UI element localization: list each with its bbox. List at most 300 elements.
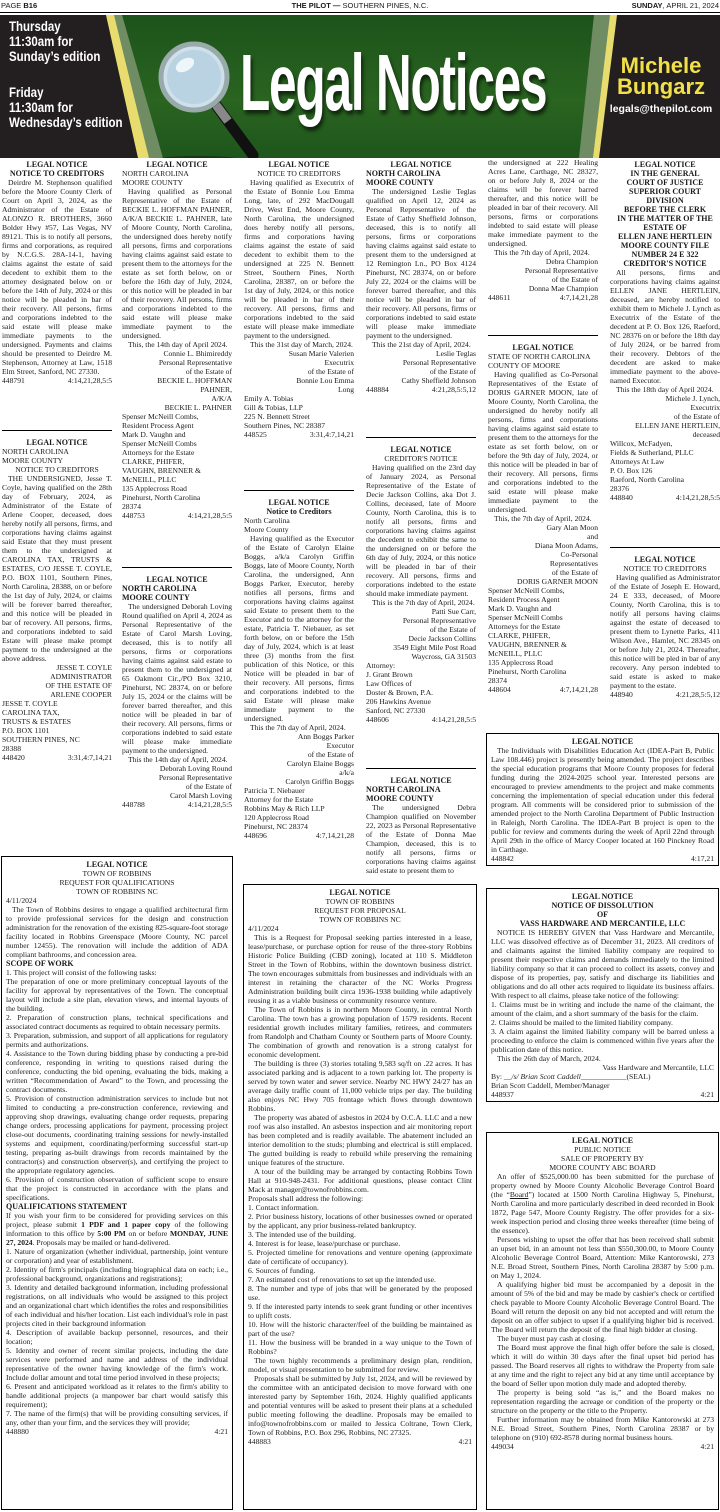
page-label: PAGE: [1, 1, 24, 10]
notice-heading: NOTICE OF DISSOLUTION: [551, 901, 654, 910]
page-header: [0, 0, 720, 13]
notice-idea: [486, 733, 719, 866]
run-dates: 4:21: [458, 1437, 472, 1446]
signature-line: Patti Sue Carr,: [431, 607, 476, 616]
signature-line: Decie Jackson Collins: [408, 634, 476, 643]
address-line: Pinehurst, NC 28374: [244, 822, 308, 831]
notice-heading: LEGAL NOTICE: [634, 160, 696, 169]
text-segment: of the following information to this office by: [6, 1220, 229, 1238]
notice-paragraph: This the 31st day of March, 2024.: [250, 340, 353, 349]
notice-paragraph: Having qualified as Administrator of the Estate of Joseph E. Howard, 24 E 333, deceased, of Moore County, North Carolina, this is to notify all persons having claims against the estate of deceased to present them to Lynette Parks, 411 Wilson Ave., Hamlet, NC 28345 on or before July 21, 2024. Thereafter, this notice will be pled in bar of any recovery. Any person indebted to said estate is asked to make payment to the estate.: [610, 573, 720, 690]
issue-day: SUNDAY: [631, 1, 663, 10]
address-line: Southern Pines, NC 28387: [244, 421, 326, 430]
notice-paragraph: This the 7th day of April, 2024.: [250, 723, 346, 732]
address-line: Robbins May & Rich LLP: [244, 804, 325, 813]
address-line: Attorneys for the Estate: [122, 448, 195, 457]
notice-subheading: NORTH CAROLINA: [122, 584, 197, 593]
notice-subheading: NORTH CAROLINA: [2, 447, 69, 456]
notice-heading: LEGAL NOTICE: [390, 445, 452, 454]
notice-paragraph: 3. Identity and detailed background information, including professional registrations, on all individuals who would be assigned to this project and an organizational chart which identifies the roles and responsibilities of each individual and his/her location. List each individual's role in past projects cited in their background information: [6, 1283, 228, 1328]
signature-line: of the Estate of: [551, 568, 598, 577]
signature-line: Executrix: [690, 403, 720, 412]
signature-line: Cathy Sheffield Johnson: [401, 376, 476, 385]
notice-heading: BEFORE THE CLERK: [623, 205, 707, 214]
notice-footer: [244, 831, 354, 840]
notice-paragraph: This the 7th day of April, 2024.: [494, 248, 590, 257]
notice-subheading: TOWN OF ROBBINS: [325, 897, 395, 906]
notice-paragraph: 1. This project will consist of the following tasks:: [6, 968, 157, 977]
notice-paragraph: 8. The number and type of jobs that will be generated by the proposed use.: [248, 1284, 472, 1302]
signature-line: of the Estate of: [673, 412, 720, 421]
ad-number: 448937: [491, 1090, 514, 1099]
notice-jackson-collins: [366, 437, 476, 724]
notice-footer: [491, 854, 714, 863]
deadline-edition: Sunday’s edition: [9, 48, 101, 64]
notice-paragraph: Having qualified as Executrix of the Estate of Bonnie Lou Emma Long, late, of 292 MacDougall Drive, West End, Moore County, North Carolina, the undersigned does hereby notify all persons, firms and corporations having claims against the estate of said decedent to exhibit them to the undersigned at 225 N. Bennett Street, Southern Pines, North Carolina, 28387, on or before the 1st day of July, 2024, or this notice will be pleaded in bar of their recovery. All persons, firms and corporations indebted to the said estate will please make immediate payment to the undersigned.: [244, 178, 354, 340]
notice-paragraph: Having qualified as the Executor of the Estate of Carolyn Elaine Boggs, a/k/a Carolyn Griffin Boggs, late of Moore County, North Carolina, the undersigned, Ann Boggs Parker, Executor, hereby notifies all persons, firms and corporations having claims against said Estate to present them to the Executor and to the attorney for the estate, Patricia T. Niebauer, as set forth below, on or before the 15th day of July, 2024, which is at least three (3) months from the first publication of this Notice, or this Notice will be pleaded in bar of their recovery. All persons, firms and corporations indebted to the said Estate will please make immediate payment to the undersigned.: [244, 534, 354, 723]
signature-line: of the Estate of: [429, 625, 476, 634]
address-line: [491, 1072, 714, 1081]
ad-number: 448696: [244, 831, 267, 840]
address-line: TRUSTS & ESTATES: [2, 717, 72, 726]
notice-paragraph: The undersigned Debra Champion qualified on November 22, 2023 as Personal Representative of the Estate of Donna Mae Champion, deceased, this is to notify all persons, firms or corporations having claims against said estate to present them to: [366, 803, 476, 875]
notice-footer: [366, 385, 476, 394]
signature-line: and: [587, 532, 598, 541]
address-line: 135 Applecross Road: [488, 658, 553, 667]
ad-number: 448611: [488, 293, 511, 302]
address-line: 28376: [610, 484, 629, 493]
contact-first-name: Michele: [620, 53, 702, 78]
address-line: P.O. BOX 1101: [2, 726, 50, 735]
address-line: Spenser McNeill Combs: [488, 613, 563, 622]
notice-paragraph: 2. Preparation of construction plans, technical specifications and associated contract documents as required to obtain necessary permits.: [6, 1013, 228, 1031]
notice-footer: [610, 493, 720, 502]
notice-abc-board: [486, 1132, 719, 1510]
notice-paragraph: The Town of Robbins is in northern Moore County, in central North Carolina. The town has a growing population of 1579 residents. Recent residential growth includes military families, retirees, and commuters from Randolph and Chatham County or Southern parts of Moore County. The combination of growth and renovation is a strong catalyst for economic development.: [248, 1005, 472, 1059]
notice-paragraph: The Individuals with Disabilities Education Act (IDEA-Part B, Public Law 108.446) project is presently being amended. The project describes the special education programs that Moore County proposes for federal funding during the 2024-2025 school year. Interested persons are encouraged to preview amendments to the project and make comments concerning the implementation of special education under this federal program. All comments will be considered prior to submission of the amended project to the North Carolina Department of Public Instruction in Raleigh, North Carolina. The IDEA-Part B project is open to the public for review and comments during the week of April 22nd through April 29th in the office of Marcy Cooper located at 160 Pinckney Road in Carthage.: [491, 746, 714, 854]
run-dates: 4:21: [214, 1427, 228, 1436]
notice-paragraph: 6. Provision of construction observation of sufficient scope to ensure that the project is constructed in accordance with the plans and specifications.: [6, 1175, 228, 1202]
signature-line: JESSE T. COYLE: [56, 663, 112, 672]
notice-paragraph: This, the 7th day of April, 2024.: [494, 514, 592, 523]
address-line: 206 Hawkins Avenue: [366, 697, 431, 706]
run-dates: 4:21: [700, 1442, 714, 1451]
contact-email[interactable]: legals@thepilot.com: [609, 103, 713, 115]
notice-heading: COURT OF JUSTICE: [626, 178, 704, 187]
notice-heading: ESTATE OF: [643, 223, 687, 232]
address-line: 4/11/2024: [248, 924, 279, 933]
address-line: P. O. Box 126: [610, 466, 653, 475]
run-dates: 4:7,14,21,28: [315, 831, 354, 840]
signature-line: Ann Boggs Parker: [297, 732, 354, 741]
ad-number: 448753: [122, 511, 145, 520]
notice-heading: ELLEN JANE HERTLEIN: [618, 232, 712, 241]
notice-paragraph: 4. Assistance to the Town during bidding phase by conducting a pre-bid conference, responding in writing to questions raised during the conference, conducting the bid opening, evaluating the bids, making a written “Recommendation of Award” to the Town, and processing the contract documents.: [6, 1049, 228, 1094]
signature-line: a/k/a: [339, 768, 354, 777]
ad-number: 448791: [2, 376, 25, 385]
notice-paragraph: This the 14th day of April, 2024.: [128, 755, 228, 764]
address-line: CAROLINA TAX,: [2, 708, 60, 717]
address-line: Brian Scott Caddell, Member/Manager: [491, 1081, 610, 1090]
signature-line: Waycross, GA 31503: [411, 652, 476, 661]
page-title: Legal Notices: [240, 38, 547, 127]
address-line: Mark D. Vaughn and: [122, 430, 186, 439]
notice-heading: Notice to Creditors: [266, 507, 332, 516]
notice-paragraph: The town highly recommends a preliminary design plan, rendition, model, or visual presentation to be submitted for review.: [248, 1356, 472, 1374]
signature-line: of the Estate of: [429, 367, 476, 376]
address-line: SOUTHERN PINES, NC: [2, 735, 80, 744]
deadline-wednesday: [9, 85, 123, 130]
notice-paragraph: The property was abated of asbestos in 2024 by O.C.A. LLC and a new roof was also installed. An asbestos inspection and air monitoring report has been completed and is readily available. The abatement included an interior demolition to the studs; plumbing and electrical is still emplaced. The gutted building is ready to rebuild while preserving the remaining unique features of the structure.: [248, 1113, 472, 1167]
address-line: Spenser McNeill Combs,: [122, 412, 199, 421]
run-dates: 4:14,21,28,5:5: [67, 376, 112, 385]
run-dates: 4:14,21,28,5:5: [187, 511, 232, 520]
paper-name: THE PILOT —: [291, 1, 341, 10]
address-line: J. Grant Brown: [366, 670, 413, 679]
run-dates: 4:21,28,5:5,12: [431, 385, 476, 394]
notice-heading: SUPERIOR COURT: [629, 187, 701, 196]
address-line: Attorney for the Estate: [244, 795, 314, 804]
notice-footer: [6, 1427, 228, 1436]
notice-paragraph: Having qualified as Co-Personal Representatives of the Estate of DORIS GARNER MOON, late of Moore County, North Carolina, the undersigned do hereby notify all persons, firms and corporations having claims against said estate to present them to the attorneys for the estate as set forth below, on or before the 9th day of July, 2024, or this notice will be pleaded in bar of their recovery. All persons, firms and corporations indebted to the said estate will please make immediate payment to the undersigned.: [488, 370, 598, 514]
deadline-edition: Wednesday’s edition: [9, 114, 123, 130]
signature-line: of the Estate of: [307, 367, 354, 376]
notice-paragraph: the undersigned at 222 Healing Acres Lane, Carthage, NC 28327, on or before July 8, 2024 or the claims will be forever barred thereafter, and this notice will be pleaded in bar of their recovery. All persons, firms or corporations indebted to said estate will please make immediate payment to the undersigned.: [488, 158, 598, 248]
notice-footer: [248, 1437, 472, 1446]
notice-stephenson: [2, 160, 112, 385]
address-line: Raeford, North Carolina: [610, 475, 685, 484]
signature-line: of the Estate of: [307, 750, 354, 759]
notice-paragraph: 2. Claims should be mailed to the limited liability company.: [491, 1018, 673, 1027]
address-line: VAUGHN, BRENNER &: [488, 640, 567, 649]
address-line: Attorney:: [366, 661, 396, 670]
deadline-day: Thursday: [9, 18, 61, 34]
notice-teglas: [366, 160, 476, 394]
address-line: 135 Applecross Road: [122, 484, 187, 493]
signature-line: Personal Representative: [158, 358, 232, 367]
notice-footer: [2, 753, 112, 762]
text-segment: ”) located at 1500 North Carolina Highway 5, Pinehurst, North Carolina and more particularly described in deed recorded in Book 1872, Page 547, Moore County Registry. The offer provides for a six-week inspection period and closing three weeks thereafter (time being of the essence).: [491, 1190, 714, 1235]
notice-champion: [366, 768, 476, 875]
run-dates: 4:14,21,28,5:5: [675, 493, 720, 502]
address-line: Resident Process Agent: [488, 595, 560, 604]
notice-heading: LEGAL NOTICE: [146, 575, 208, 584]
signature-line: Vass Hardware and Mercantile, LLC: [602, 1063, 714, 1072]
notice-robbins-rfq: [1, 856, 233, 1510]
notice-paragraph: 11. How the business will be branded in a way unique to the Town of Robbins?: [248, 1338, 472, 1356]
signature-line: of the Estate of: [185, 782, 232, 791]
address-line: 4/11/2024: [6, 896, 37, 905]
notice-footer: [122, 800, 232, 809]
notice-paragraph: All persons, firms and corporations having claims against ELLEN JANE HERTLEIN, deceased, are hereby notified to exhibit them to Michele J. Lynch as Executrix of the Estate of the decedent at P. O. Box 126, Raeford, NC 28376 on or before the 18th day of July 2024, or be barred from their recovery. Debtors of the decedent are asked to make immediate payment to the above-named Executor.: [610, 268, 720, 385]
run-dates: 4:21,28,5:5,12: [675, 690, 720, 699]
notice-paragraph: 3. Preparation, submission, and support of all applications for regulatory permits and authorizations.: [6, 1031, 228, 1049]
ad-number: 448883: [248, 1437, 271, 1446]
address-line: McNEILL, PLLC: [122, 475, 177, 484]
notice-paragraph: This the 26th day of March, 2024.: [497, 1054, 601, 1063]
notice-paragraph: 3. The intended use of the building.: [248, 1230, 356, 1239]
ad-number: 449034: [491, 1442, 514, 1451]
notice-paragraph: Further information may be obtained from Mike Kantorowski at 273 N.E. Broad Street, Southern Pines, North Carolina 28387 or by telephone on (910) 692-8578 during normal business hours.: [491, 1415, 714, 1442]
notice-hoffman-pahner: [122, 160, 232, 520]
notice-subheading: NOTICE TO CREDITORS: [623, 564, 707, 573]
notice-paragraph: 9. If the interested party intends to seek grant funding or other incentives to uplift costs.: [248, 1302, 472, 1320]
notice-footer: [244, 430, 354, 439]
signature-line: Bonnie Lou Emma: [296, 376, 354, 385]
ad-number: 448842: [491, 854, 514, 863]
notice-boggs: [244, 490, 354, 840]
notice-paragraph: The buyer must pay cash at closing.: [497, 1334, 607, 1343]
signature-line: OF THE ESTATE OF: [45, 681, 112, 690]
text-segment: If you wish your firm to be considered for providing services on this project, please submit: [6, 1211, 228, 1229]
signature-line: Donna Mae Champion: [528, 284, 598, 293]
notice-heading: LEGAL NOTICE: [86, 860, 148, 869]
notice-loving: [122, 567, 232, 809]
address-line: Fields & Sutherland, PLLC: [610, 448, 694, 457]
notice-subheading: TOWN OF ROBBINS NC: [76, 887, 158, 896]
notice-heading: LEGAL NOTICE: [571, 1136, 634, 1145]
run-dates: 4:21: [700, 1090, 714, 1099]
signature-line: Executrix: [324, 358, 354, 367]
notice-robbins-rfp: [243, 884, 477, 1510]
paper-location: SOUTHERN PINES, N.C.: [340, 1, 429, 10]
masthead: [0, 0, 720, 11]
address-line: 225 N. Bennett Street: [244, 412, 310, 421]
signature-line: Long: [337, 385, 354, 394]
signature-line: Debra Champion: [545, 257, 598, 266]
address-line: Resident Process Agent: [122, 421, 194, 430]
notice-paragraph: 1. Nature of organization (whether individual, partnership, joint venture or corporation) and year of establishment.: [6, 1247, 228, 1265]
notice-subheading: CREDITOR'S NOTICE: [384, 454, 458, 463]
signature-line: Personal Representative: [524, 266, 598, 275]
notice-heading: LEGAL NOTICE: [571, 737, 634, 746]
signature-line: Michele J. Lynch,: [665, 394, 720, 403]
notice-paragraph: 4. Interest is for lease, lease/purchase or purchase.: [248, 1239, 401, 1248]
address-line: Spenser McNeill Combs: [122, 439, 197, 448]
notice-subheading: TOWN OF ROBBINS NC: [319, 915, 401, 924]
notice-footer: [491, 1442, 714, 1451]
notice-paragraph: 3. A claim against the limited liability company will be barred unless a proceeding to enforce the claim is commenced within five years after the publication date of this notice.: [491, 1027, 714, 1054]
notice-heading: LEGAL NOTICE: [26, 160, 88, 169]
signature-line: of the Estate of: [551, 275, 598, 284]
page-num: B16: [23, 1, 38, 10]
ad-number: 448606: [366, 715, 389, 724]
signature-line: deceased: [692, 430, 720, 439]
notice-hertlein: [610, 160, 720, 502]
issue-date-text: , APRIL 21, 2024: [662, 1, 719, 10]
notice-heading: LEGAL NOTICE: [390, 776, 452, 785]
notice-paragraph: NOTICE IS HEREBY GIVEN that Vass Hardware and Mercantile, LLC was dissolved effective as of December 31, 2023. All creditors of and claimants against the limited liability company are required to present their respective claims and demands immediately to the limited liability company so that it can proceed to collect its assets, convey and dispose of its properties, pay, satisfy and discharge its liabilities and obligations and do all other acts required to liquidate its business affairs. With respect to all claims, please take notice of the following:: [491, 928, 714, 1000]
address-line: Sanford, NC 27330: [366, 706, 426, 715]
run-dates: 3:31,4:7,14,21: [309, 430, 354, 439]
notice-subheading: REQUEST FOR PROPOSAL: [314, 906, 406, 915]
text-segment: By: __: [491, 1072, 512, 1081]
address-line: 120 Applecross Road: [244, 813, 309, 822]
signature-line: BECKIE L. HOFFMAN: [157, 376, 232, 385]
notice-paragraph: 5. Identity and owner of recent similar projects, including the date services were performed and name and address of the individual representative of the owner having knowledge of the firm's work. Include dollar amount and total time period involved in these projects;: [6, 1346, 228, 1382]
notice-paragraph: 1. Claims must be in writing and include the name of the claimant, the amount of the claim, and a short summary of the basis for the claim.: [491, 1000, 714, 1018]
notice-paragraph: 4. Description of available backup personnel, resources, and their location;: [6, 1328, 228, 1346]
notice-subheading: NOTICE TO CREDITORS: [15, 465, 99, 474]
emphasis-text: 5:00 PM: [97, 1229, 126, 1238]
notice-subheading: COUNTY OF MOORE: [488, 361, 561, 370]
signature-line: ADMINISTRATOR: [50, 672, 112, 681]
notice-heading: LEGAL NOTICE: [26, 438, 88, 447]
emphasis-text: /s/ Brian Scott Caddell: [511, 1072, 581, 1081]
ad-number: 448840: [610, 493, 633, 502]
address-line: JESSE T. COYLE: [2, 699, 58, 708]
address-line: Emily A. Tobias: [244, 394, 294, 403]
notice-paragraph: [6, 1211, 228, 1247]
signature-line: Executor: [326, 741, 354, 750]
run-dates: 4:14,21,28,5:5: [187, 800, 232, 809]
legal-notices-banner: [0, 15, 720, 158]
notice-heading: LEGAL NOTICE: [329, 888, 391, 897]
emphasis-text: Board: [509, 1190, 529, 1199]
address-line: Law Offices of: [366, 679, 412, 688]
deadline-time: 11:30am for: [9, 99, 73, 115]
signature-line: Carol Marsh Loving: [169, 791, 232, 800]
notice-paragraph: Proposals shall be submitted by July 1st, 2024, and will be reviewed by the committee with an anticipated decision to move forward with one interested party by September 16th, 2024. Highly qualified applicants and potential ventures will be asked to present their plans at a scheduled public meeting following the deadline. Proposals may be emailed to info@townofrobbins.com or mailed to Jessica Coltrane, Town Clerk, Town of Robbins, P.O. Box 296, Robbins, NC 27325.: [248, 1374, 472, 1437]
notice-paragraph: THE UNDERSIGNED, Jesse T. Coyle, having qualified on the 28th day of February, 2024, as Administrator of the Estate of Arlene Cooper, deceased, does hereby notify all persons, firms, and corporations having claims against said Estate that they must present them to the undersigned at CAROLINA TAX, TRUSTS & ESTATES, C/O JESSE T. COYLE, P.O. BOX 1101, Southern Pines, North Carolina, 28388, on or before the 1st day of July, 2024, or claims will be forever barred thereafter, and this notice will be pleaded in bar of recovery. All persons, firms, and corporations indebted to said Estate will please make prompt payment to the undersigned at the above address.: [2, 474, 112, 663]
notice-heading: IN THE MATTER OF THE: [617, 214, 713, 223]
address-line: Gill & Tobias, LLP: [244, 403, 303, 412]
signature-line: ARLENE COOPER: [50, 690, 112, 699]
notice-coyle: [2, 430, 112, 762]
address-line: 28374: [488, 676, 507, 685]
notice-subheading: SALE OF PROPERTY BY: [560, 1154, 645, 1163]
notice-footer: [488, 293, 598, 302]
notice-dissolution: [486, 888, 719, 1102]
notice-paragraph: Deirdre M. Stephenson qualified before the Moore County Clerk of Court on April 3, 2024, as the Administrator of the Estate of ALONZO R. BROTHERS, 3660 Bolder Hwy #57, Las Vegas, NV 89121. This is to notify all persons, firms and corporations, as required by N.C.G.S. 28A-14-1, having claims against the estate of said decedent to exhibit them to the attorney designated below on or before the 14th of July, 2024 or this notice will be pleaded in bar of their recovery. All persons, firms and corporations indebted to the said estate will please make immediate payments to the undersigned. Payments and claims should be presented to Deirdre M. Stephenson, Attorney at Law, 1518 Elm Street, Sanford, NC 27330.: [2, 178, 112, 376]
notice-paragraph: The building is three (3) stories totaling 9,583 sq/ft on .22 acres. It has associated parking and is adjacent to a town parking lot. The property is served by town water and sewer service. Nearby NC HWY 24/27 has an average daily traffic count of 11,000 vehicle trips per day. The building also enjoys NC Hwy 705 frontage which flows through downtown Robbins.: [248, 1059, 472, 1113]
ad-number: 448880: [6, 1427, 29, 1436]
signature-line: Carolyn Griffin Boggs: [285, 777, 354, 786]
address-line: Attorneys At Law: [610, 457, 665, 466]
signature-line: DORIS GARNER MOON: [516, 577, 598, 586]
notice-paragraph: This the 18th day of April 2024.: [616, 385, 714, 394]
signature-line: Leslie Teglas: [435, 349, 476, 358]
notice-paragraph: Having qualified on the 23rd day of January 2024, as Personal Representative of the Estate of Decie Jackson Collins, aka Dot J. Collins, deceased, late of Moore County, North Carolina, this is to notify all persons, firms and corporations having claims against the decedent to exhibit the same to the undersigned on or before the 6th day of July, 2024, or this notice will be pleaded in bar of their recovery. All persons, firms and corporations indebted to the estate should make immediate payment.: [366, 463, 476, 598]
address-line: Willcox, McFadyen,: [610, 439, 673, 448]
notice-footer: [366, 715, 476, 724]
signature-line: Personal Representative: [402, 358, 476, 367]
ad-number: 448940: [610, 690, 633, 699]
ad-number: 448525: [244, 430, 267, 439]
signature-line: Personal Representative: [158, 773, 232, 782]
address-line: Pinehurst, North Carolina: [122, 493, 201, 502]
notice-paragraph: This is a Request for Proposal seeking parties interested in a lease, lease/purchase, or purchase option for reuse of the three-story Robbins Historic Police Building (CBD zoning), located at 110 S. Middleton Street in the Town of Robbins, within the downtown business district. The town encourages submittals from businesses and individuals with an interest in retaining the character of the NC Works Progress Administration building built circa 1936-1938 building while adaptively reusing it as a viable business or community resource venture.: [248, 933, 472, 1005]
run-dates: 4:7,14,21,28: [559, 293, 598, 302]
notice-subheading: MOORE COUNTY: [366, 794, 434, 803]
notice-paragraph: 5. Projected timeline for renovations and venture opening (approximate date of certificate of occupancy).: [248, 1248, 472, 1266]
notice-subheading: NORTH CAROLINA: [366, 785, 441, 794]
signature-line: A/K/A: [211, 394, 232, 403]
section-heading: QUALIFICATIONS STATEMENT: [6, 1202, 128, 1211]
notice-footer: [488, 685, 598, 694]
address-line: Mark D. Vaughn and: [488, 604, 552, 613]
notice-paragraph: 7. An estimated cost of renovations to set up the intended use.: [248, 1275, 436, 1284]
address-line: CLARKE, PHIFER,: [488, 631, 551, 640]
notice-paragraph: [491, 1172, 714, 1235]
signature-line: 3549 Eight Mile Post Road: [393, 643, 476, 652]
notice-paragraph: The property is being sold “as is,” and the Board makes no representation regarding the acreage or condition of the property or the structure on the property or the title to the Property.: [491, 1388, 714, 1415]
notice-subheading: TOWN OF ROBBINS: [82, 869, 152, 878]
address-line: Attorneys for the Estate: [488, 622, 561, 631]
notice-heading: LEGAL NOTICE: [634, 555, 696, 564]
contact-last-name: Bungarz: [617, 74, 705, 99]
notice-footer: [610, 690, 720, 699]
deadline-sunday: [9, 19, 100, 64]
ad-number: 448604: [488, 685, 511, 694]
address-line: CLARKE, PHIFER,: [122, 457, 185, 466]
contact-block: [600, 55, 720, 115]
emphasis-text: 1 PDF and 1 paper copy: [81, 1220, 171, 1229]
address-line: Spenser McNeill Combs,: [488, 586, 565, 595]
notice-paragraph: 6. Sources of funding.: [248, 1266, 316, 1275]
notice-subheading: NORTH CAROLINA: [122, 169, 189, 178]
notice-paragraph: 2. Prior business history, locations of other businesses owned or operated by the applicant, any prior business-related bankruptcy.: [248, 1212, 472, 1230]
address-line: Pinehurst, North Carolina: [488, 667, 567, 676]
notice-heading: CREDITOR'S NOTICE: [623, 259, 707, 268]
notice-paragraph: 5. Provision of construction administration services to include but not limited to conducting a pre-construction conference, reviewing and approving shop drawings, evaluating change order requests, preparing change orders, processing applications for payment, processing project close-out documents, coordinating training sessions for newly-installed systems and equipment, coordinating/performing successful start-up testing, preparing as-built drawings from records maintained by the contractor(s) and construction observer(s), and certifying the project to the appropriate regulatory agencies.: [6, 1094, 228, 1175]
notice-subheading: MOORE COUNTY: [2, 456, 63, 465]
notice-howard: [610, 547, 720, 699]
notice-paragraph: This, the 14th day of April 2024.: [128, 340, 228, 349]
signature-line: of the Estate of: [185, 367, 232, 376]
signature-line: Personal Representative: [402, 616, 476, 625]
notice-heading: NUMBER 24 E 322: [631, 250, 699, 259]
address-line: 28388: [2, 744, 21, 753]
address-line: VAUGHN, BRENNER &: [122, 466, 201, 475]
notice-paragraph: The preparation of one or more preliminary conceptual layouts of the facility for approval by representatives of the Town. The conceptual layout will include a site plan, elevation views, and internal layouts of the building.: [6, 977, 228, 1013]
ad-number: 448788: [122, 800, 145, 809]
run-dates: 4:7,14,21,28: [559, 685, 598, 694]
notice-subheading: MOORE COUNTY: [122, 593, 190, 602]
address-line: Doster & Brown, P.A.: [366, 688, 434, 697]
notice-subheading: MOORE COUNTY: [122, 178, 183, 187]
notice-paragraph: The Board must approve the final high offer before the sale is closed, which it will do within 30 days after the final upset bid period has passed. The Board reserves all rights to withdraw the Property from sale at any time and the right to reject any bid at any time until acceptance by the board of Seller upon motion duly made and adopted thereby.: [491, 1343, 714, 1388]
signature-line: Susan Marie Valerien: [288, 349, 354, 358]
run-dates: 4:14,21,28,5:5: [431, 715, 476, 724]
text-segment: on or before: [125, 1229, 170, 1238]
notice-paragraph: Proposals shall address the following:: [248, 1194, 364, 1203]
notice-moon: [488, 335, 598, 694]
address-line: McNEILL, PLLC: [488, 649, 543, 658]
notice-paragraph: 6. Present and anticipated workload as it relates to the firm's ability to handle additional projects (a manpower bar chart would satisfy this requirement);: [6, 1382, 228, 1409]
ad-number: 448420: [2, 753, 25, 762]
text-segment: . Proposals may be mailed or hand-delivered.: [32, 1238, 171, 1247]
signature-line: Representatives: [549, 559, 598, 568]
signature-line: PAHNER,: [200, 385, 232, 394]
run-dates: 4:17,21: [691, 854, 714, 863]
notice-heading: LEGAL NOTICE: [146, 160, 208, 169]
notice-subheading: NORTH CAROLINA: [366, 169, 441, 178]
notice-subheading: STATE OF NORTH CAROLINA: [488, 352, 591, 361]
notice-paragraph: The undersigned Leslie Teglas qualified on April 12, 2024 as Personal Representative of the Estate of Cathy Sheffield Johnson, deceased, this is to notify all persons, firms or corporations having claims against said estate to present them to the undersigned at 12 Remington Ln., PO Box 4124 Pinehurst, NC 28374, on or before July 22, 2024 or the claims will be forever barred thereafter, and this notice will be pleaded in bar of their recovery. All persons, firms or corporations indebted to said estate will please make immediate payment to the undersigned.: [366, 187, 476, 340]
notice-paragraph: A tour of the building may be arranged by contacting Robbins Town Hall at 910-948-2431. For additional questions, please contact Clint Mack at manager@townofrobbins.com.: [248, 1167, 472, 1194]
signature-line: ELLEN JANE HERTLEIN,: [635, 421, 720, 430]
notice-heading: DIVISION: [646, 196, 684, 205]
notice-heading: MOORE COUNTY FILE: [620, 241, 710, 250]
notice-heading: OF: [596, 910, 609, 919]
text-segment: ____________(SEAL): [580, 1072, 651, 1081]
notice-paragraph: The undersigned Deborah Loving Round qualified on April 4, 2024 as Personal Representative of the Estate of Carol Marsh Loving, deceased, this is to notify all persons, firms or corporations having claims against said estate to present them to the undersigned at 65 Oakmont Cir.,/PO Box 3210, Pinehurst, NC 28374, on or before July 15, 2024 or the claims will be forever barred thereafter, and this notice will be pleaded in bar of their recovery. All persons, firms or corporations indebted to said estate will please make immediate payment to the undersigned.: [122, 602, 232, 755]
signature-line: BECKIE L. PAHNER: [164, 403, 232, 412]
notice-subheading: MOORE COUNTY ABC BOARD: [549, 1163, 656, 1172]
signature-line: Connie L. Bhimireddy: [163, 349, 232, 358]
notice-paragraph: Persons wishing to upset the offer that has been received shall submit an upset bid, in an amount not less than $550,300.00, to Moore County Alcoholic Beverage Control Board, Attention: Mike Kantorowski, 273 N.E. Broad Street, Southern Pines, North Carolina 28387 by 5:00 p.m. on May 1, 2024.: [491, 1235, 714, 1280]
